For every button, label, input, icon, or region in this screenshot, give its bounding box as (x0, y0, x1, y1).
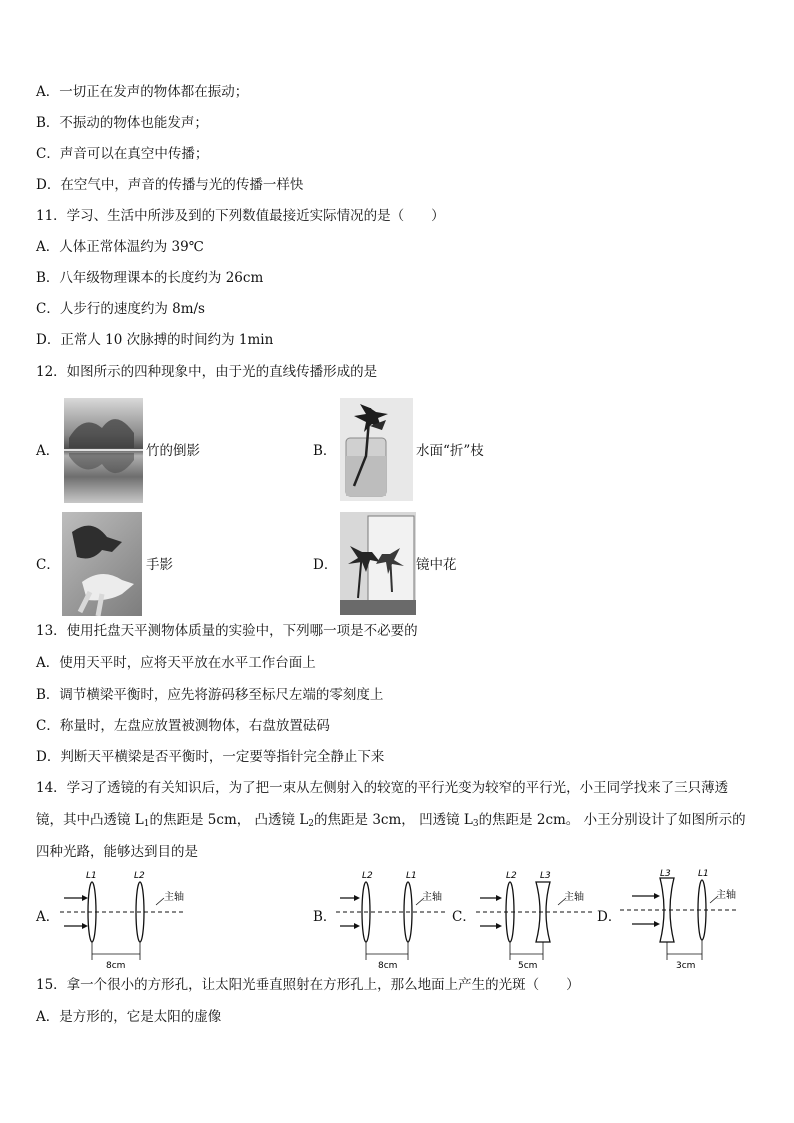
q14-option-c-letter: C． (452, 909, 476, 925)
q14-option-b-diagram (336, 868, 448, 972)
lens-label-right: L3 (540, 871, 551, 881)
q12-option-a-caption: 竹的倒影 (146, 443, 200, 459)
distance-label: 3cm (676, 961, 696, 970)
q14-option-a-letter: A． (36, 909, 60, 925)
q12-option-c-letter: C． (36, 557, 60, 573)
q10-option-d: D．在空气中，声音的传播与光的传播一样快 (36, 177, 304, 193)
axis-label: 主轴 (716, 890, 736, 901)
q11-option-b: B．八年级物理课本的长度约为 26cm (36, 270, 264, 286)
q14-stem-line3: 四种光路，能够达到目的是 (36, 844, 198, 860)
q11-option-c: C．人步行的速度约为 8m/s (36, 301, 205, 317)
q13-option-d: D．判断天平横梁是否平衡时，一定要等指针完全静止下来 (36, 749, 385, 765)
q13-option-b: B．调节横梁平衡时，应先将游码移至标尺左端的零刻度上 (36, 687, 384, 703)
lens-label-left: L3 (660, 869, 671, 879)
q10-option-c: C．声音可以在真空中传播； (36, 146, 209, 162)
q12-option-d-caption: 镜中花 (416, 557, 457, 573)
q12-option-b-letter: B． (313, 443, 337, 459)
distance-label: 5cm (518, 961, 538, 971)
q14-option-d-letter: D． (597, 909, 622, 925)
lens-label-right: L1 (406, 871, 417, 881)
bent-stem-in-water-photo (340, 398, 413, 501)
q14-option-b-letter: B． (313, 909, 337, 925)
q13-option-a: A．使用天平时，应将天平放在水平工作台面上 (36, 655, 316, 671)
q15-option-a: A．是方形的，它是太阳的虚像 (36, 1009, 222, 1025)
q10-option-a: A．一切正在发声的物体都在振动； (36, 84, 249, 100)
axis-label: 主轴 (164, 892, 184, 903)
lens-label-right: L1 (698, 869, 709, 879)
q14-stem-line2: 镜，其中凸透镜 $L_1$的焦距是 5cm， 凸透镜 $L_2$的焦距是 3cm， 凹透镜 $L_3$的焦距是 2cm。 小王分别设计了如图所示的 (36, 812, 746, 829)
lens-label-right: L2 (134, 871, 145, 881)
q11-option-a: A．人体正常体温约为 39℃ (36, 239, 204, 255)
q14-option-c-diagram (476, 868, 596, 972)
distance-label: 8cm (378, 961, 398, 971)
q13-option-c: C．称量时，左盘应放置被测物体，右盘放置砝码 (36, 718, 330, 734)
q12-option-d-letter: D． (313, 557, 338, 573)
q12-option-a-letter: A． (36, 443, 60, 459)
axis-label: 主轴 (564, 892, 584, 903)
q11-stem: 11．学习、生活中所涉及到的下列数值最接近实际情况的是（ ） (36, 208, 445, 224)
q14-option-a-diagram (60, 868, 190, 972)
q13-stem: 13．使用托盘天平测物体质量的实验中，下列哪一项是不必要的 (36, 623, 418, 639)
axis-label: 主轴 (422, 892, 442, 903)
q12-option-b-caption: 水面“折”枝 (416, 443, 484, 459)
q14-option-d-diagram (620, 866, 740, 970)
flower-in-mirror-photo (340, 512, 416, 615)
q15-stem: 15．拿一个很小的方形孔，让太阳光垂直照射在方形孔上，那么地面上产生的光斑（ ） (36, 977, 580, 993)
q12-stem: 12．如图所示的四种现象中，由于光的直线传播形成的是 (36, 364, 378, 380)
bamboo-reflection-photo (64, 398, 143, 503)
q12-option-c-caption: 手影 (146, 557, 173, 573)
distance-label: 8cm (106, 961, 126, 971)
q14-stem-line1: 14．学习了透镜的有关知识后，为了把一束从左侧射入的较宽的平行光变为较窄的平行光，小王同学找来了三只薄透 (36, 780, 729, 796)
q11-option-d: D．正常人 10 次脉搏的时间约为 1min (36, 332, 274, 348)
hand-shadow-photo (62, 512, 142, 616)
lens-label-left: L1 (86, 871, 97, 881)
lens-label-left: L2 (362, 871, 373, 881)
lens-label-left: L2 (506, 871, 517, 881)
q10-option-b: B．不振动的物体也能发声； (36, 115, 208, 131)
